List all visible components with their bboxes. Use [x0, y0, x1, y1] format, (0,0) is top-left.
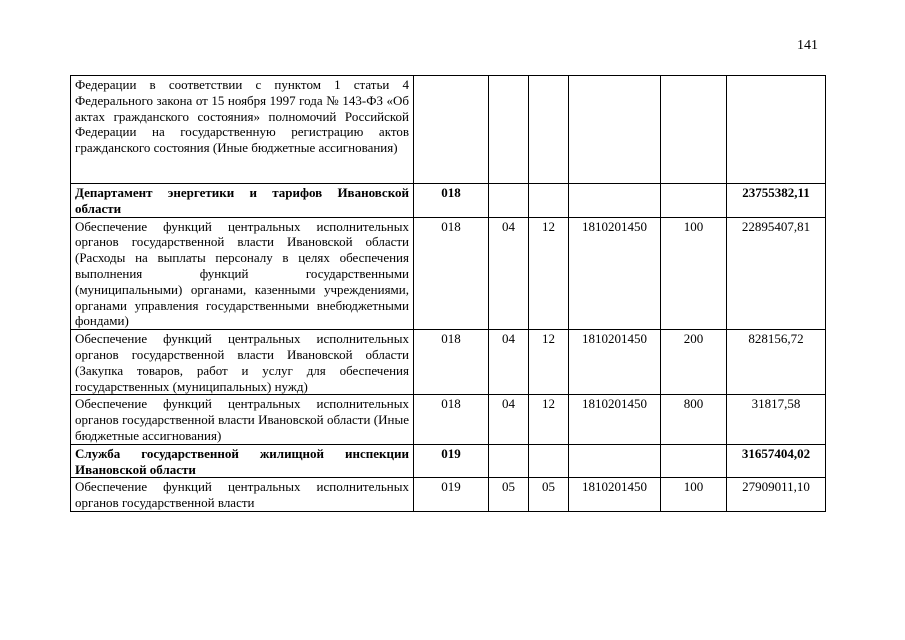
table-row: [71, 478, 826, 512]
row-description: Служба государственной жилищной инспекции Ивановской области: [71, 444, 414, 478]
subsection-code: 05: [529, 478, 569, 512]
amount: 22895407,81: [727, 217, 826, 330]
ministry-code: [414, 76, 489, 184]
expense-type-code: 200: [661, 330, 727, 395]
target-article-code: [569, 76, 661, 184]
row-description: Обеспечение функций центральных исполнительных органов государственной власти Ивановской области (Расходы на выплаты персоналу в целях обеспечения выполнения функций государственными (муниципальными) органами, казенными учреждениями, органами управления государственными внебюджетными фондами): [71, 217, 414, 330]
target-article-code: [569, 184, 661, 218]
target-article-code: 1810201450: [569, 478, 661, 512]
table-row: [71, 217, 826, 330]
page-number: 141: [797, 38, 818, 53]
expense-type-code: 800: [661, 395, 727, 444]
subsection-code: 12: [529, 330, 569, 395]
target-article-code: 1810201450: [569, 330, 661, 395]
section-code: 04: [489, 330, 529, 395]
amount: 23755382,11: [727, 184, 826, 218]
section-code: 05: [489, 478, 529, 512]
section-code: [489, 444, 529, 478]
amount: [727, 76, 826, 184]
ministry-code: 018: [414, 395, 489, 444]
table-row: [71, 184, 826, 218]
subsection-code: 12: [529, 217, 569, 330]
table-row: [71, 330, 826, 395]
subsection-code: [529, 444, 569, 478]
target-article-code: 1810201450: [569, 395, 661, 444]
section-code: [489, 184, 529, 218]
section-code: [489, 76, 529, 184]
subsection-code: 12: [529, 395, 569, 444]
expense-type-code: [661, 76, 727, 184]
subsection-code: [529, 184, 569, 218]
expense-type-code: [661, 184, 727, 218]
budget-table: [70, 75, 826, 512]
amount: 31817,58: [727, 395, 826, 444]
section-code: 04: [489, 217, 529, 330]
row-description: Федерации в соответствии с пунктом 1 статьи 4 Федерального закона от 15 ноября 1997 года № 143-ФЗ «Об актах гражданского состояния» полномочий Российской Федерации на государственную регистрацию актов гражданского состояния (Иные бюджетные ассигнования): [71, 76, 414, 184]
row-description: Обеспечение функций центральных исполнительных органов государственной власти Ивановской области (Иные бюджетные ассигнования): [71, 395, 414, 444]
expense-type-code: 100: [661, 478, 727, 512]
amount: 27909011,10: [727, 478, 826, 512]
expense-type-code: [661, 444, 727, 478]
expense-type-code: 100: [661, 217, 727, 330]
ministry-code: 018: [414, 217, 489, 330]
row-description: Департамент энергетики и тарифов Ивановской области: [71, 184, 414, 218]
table-row: [71, 444, 826, 478]
table-row: [71, 76, 826, 184]
amount: 828156,72: [727, 330, 826, 395]
section-code: 04: [489, 395, 529, 444]
row-description: Обеспечение функций центральных исполнительных органов государственной власти: [71, 478, 414, 512]
amount: 31657404,02: [727, 444, 826, 478]
ministry-code: 018: [414, 330, 489, 395]
ministry-code: 018: [414, 184, 489, 218]
ministry-code: 019: [414, 478, 489, 512]
subsection-code: [529, 76, 569, 184]
table-row: [71, 395, 826, 444]
target-article-code: 1810201450: [569, 217, 661, 330]
row-description: Обеспечение функций центральных исполнительных органов государственной власти Ивановской области (Закупка товаров, работ и услуг для обеспечения государственных (муниципальных) нужд): [71, 330, 414, 395]
target-article-code: [569, 444, 661, 478]
ministry-code: 019: [414, 444, 489, 478]
